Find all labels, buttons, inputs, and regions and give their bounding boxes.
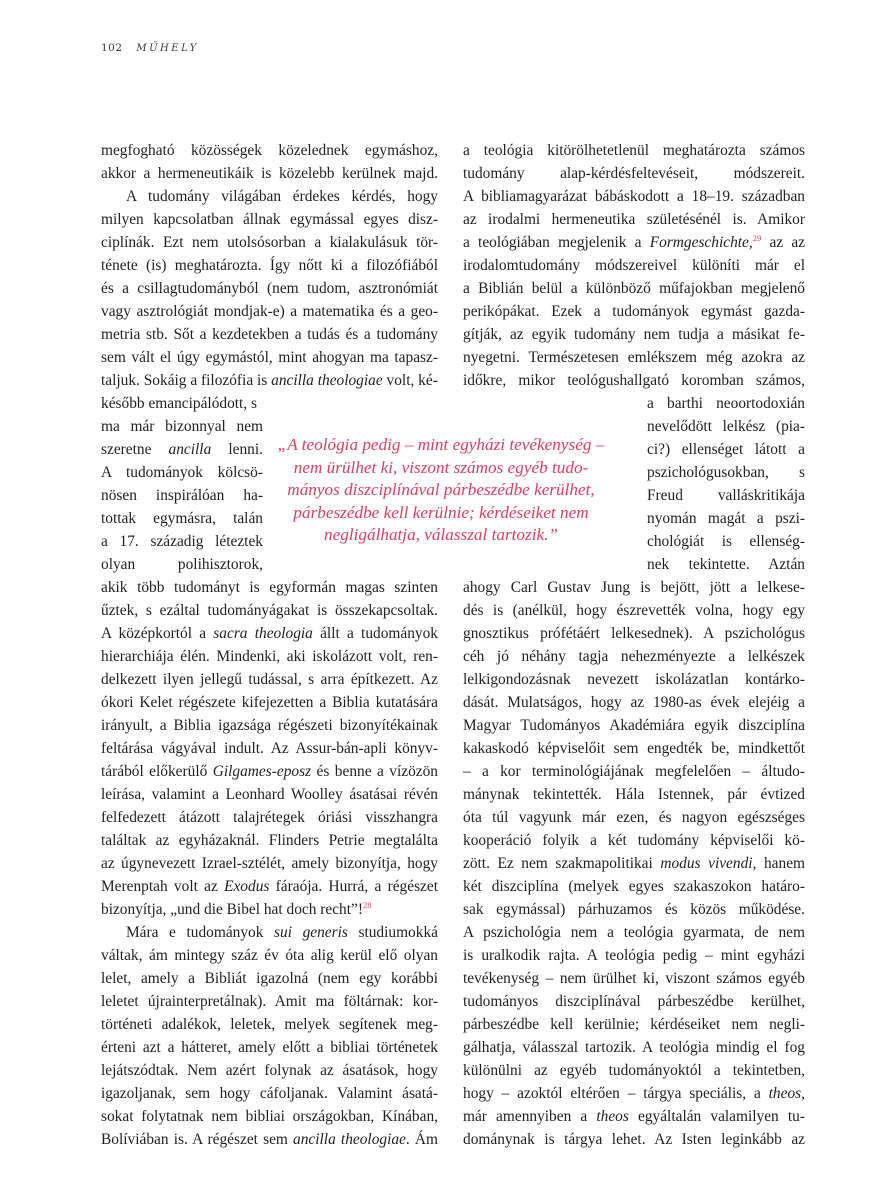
- text-line: kakaskodó képviselőit sem engedték be, mindkettőt: [463, 740, 805, 757]
- text-line: és a csillagtudományból (nem tudom, asztronómiát: [101, 280, 438, 297]
- text-line: váltak, ám mintegy száz év óta alig kerül elő olyan: [101, 947, 438, 964]
- italic-term: Gilgames-eposz: [212, 763, 312, 780]
- text-line: a barthi neoortodoxián: [647, 395, 805, 412]
- text-line: akkor a hermeneutikáik is közelebb kerülnek majd.: [101, 165, 438, 182]
- text-line: hierarchiája élén. Mindenki, aki iskolázott volt, ren-: [101, 648, 438, 665]
- text-line: gítják, az egyik tudomány nem tudja a másikat fe-: [463, 326, 805, 343]
- text-span: fáraója. Hurrá, a régészet: [269, 878, 438, 895]
- text-line: az úgynevezett Izrael-sztélét, amely bizonyítja, hogy: [101, 855, 438, 872]
- text-line: igazoljanak, sem hogy cáfoljanak. Valamint ásatá-: [101, 1085, 438, 1102]
- footnote-marker[interactable]: 28: [362, 899, 372, 910]
- text-line: ci?) ellenséget látott a: [647, 441, 805, 458]
- pull-quote-line: „A teológia pedig – mint egyházi tevékenység –: [277, 435, 605, 454]
- text-line: pszichológusokban, s: [647, 464, 805, 481]
- text-line: később emancipálódott, s: [101, 395, 258, 412]
- text-line: a Biblián belül a különböző műfajokban megjelenő: [463, 280, 805, 297]
- text-line: űztek, s ezáltal tudományágakat is összekapcsoltak.: [101, 602, 438, 619]
- text-line: tudomány alap-kérdésfeltevéseit, módszereit.: [463, 165, 805, 182]
- pull-quote-line: párbeszédbe kell kerülnie; kérdéseiket nem: [293, 502, 589, 522]
- text-span: studiumokká: [347, 924, 438, 941]
- text-line: [101, 1130, 438, 1150]
- text-span: állt a tudományok: [312, 625, 438, 642]
- text-span: hogy – azoktól eltérően – tárgya speciális, a: [463, 1085, 769, 1102]
- text-line: [101, 440, 263, 460]
- text-line: metria stb. Sőt a kezdetekben a tudás és a tudomány: [101, 326, 438, 343]
- text-line: dását. Mulatságos, hogy az 1980-as évek elejéig a: [463, 694, 805, 711]
- text-line: [463, 854, 805, 874]
- pull-quote-line: negligálhatja, válasszal tartozik.”: [324, 525, 558, 545]
- text-line: irányult, a Biblia igazsága régészeti bizonyítékainak: [101, 717, 438, 734]
- text-line: az irodalmi hermeneutika születésénél is. Amikor: [463, 211, 805, 228]
- text-span: Merenptah volt az: [101, 878, 225, 895]
- italic-term: theos,: [768, 1085, 805, 1102]
- text-span: és benne a vízözön: [311, 763, 438, 780]
- italic-term: modus vivendi,: [660, 855, 757, 872]
- text-line: kooperáció folyik a két tudomány képviselői kö-: [463, 832, 805, 849]
- italic-term: Formgeschichte,: [649, 234, 753, 251]
- text-line: tevékenység – nem ürülhet ki, viszont számos egyéb: [463, 970, 805, 987]
- italic-term: ancilla theologiae: [293, 1131, 406, 1148]
- text-line: leletet újrainterpretálnak). Amit ma föltárnak: kor-: [101, 993, 438, 1010]
- text-line: megfogható közösségek közelednek egymáshoz,: [101, 142, 438, 159]
- text-span: egyáltalán valamilyen tu-: [628, 1108, 805, 1125]
- text-line: gálhatja, válasszal tartozik. A teológia mindig el fog: [463, 1039, 805, 1056]
- text-line: lejátszódtak. Nem azért folynak az ásatások, hogy: [101, 1062, 438, 1079]
- text-line: sem vált el úgy egymástól, mint ahogyan ma tapasz-: [101, 349, 438, 366]
- text-span: lenni.: [211, 441, 263, 458]
- text-line: mánynak tekintették. Hála Istennek, pár évtized: [463, 786, 805, 803]
- text-line: olyan polihisztorok,: [101, 556, 263, 573]
- text-line: sak egymással) párhuzamos és közös működése.: [463, 901, 805, 918]
- text-line: A bibliamagyarázat bábáskodott a 18–19. században: [463, 188, 805, 205]
- italic-term: ancilla: [168, 441, 212, 458]
- text-line: a 17. századig léteztek: [101, 533, 263, 550]
- text-line: chológiát is ellenség-: [647, 533, 805, 550]
- text-line: nyomán magát a pszi-: [647, 510, 805, 527]
- text-span: volt, ké-: [382, 372, 438, 389]
- text-line: A tudományok kölcsö-: [101, 464, 263, 481]
- text-line: dománynak is tárgya lehet. Az Isten leginkább az: [463, 1131, 805, 1148]
- italic-term: theos: [596, 1108, 629, 1125]
- text-span: hanem: [756, 855, 805, 872]
- text-span: Bolíviában is. A régészet sem: [101, 1131, 294, 1148]
- italic-term: Exodus: [224, 878, 270, 895]
- text-line: ténete (is) meghatározta. Így nőtt ki a filozófiából: [101, 257, 438, 274]
- text-line: Magyar Tudományos Akadémiára egyik diszciplína: [463, 717, 805, 734]
- text-line: [126, 923, 438, 943]
- text-line: óta túl vagyunk már ezen, és nagyon egészséges: [463, 809, 805, 826]
- text-line: [463, 1084, 805, 1104]
- italic-term: ancilla theologiae: [271, 372, 383, 389]
- pull-quote: [255, 434, 627, 547]
- text-line: akik több tudományt is egyformán magas szinten: [101, 579, 438, 596]
- text-line: céh jó néhány tagja nehezményezte a lelkészek: [463, 648, 805, 665]
- text-line: gnosztikus prófétáért lelkesednek). A pszichológus: [463, 625, 805, 642]
- text-line: perikópákat. Ezek a tudományok egymást gazda-: [463, 303, 805, 320]
- text-line: a teológia kitörölhetetlenül meghatározta számos: [463, 142, 805, 159]
- text-span: Mára e tudományok: [126, 924, 275, 941]
- text-line: találtak az egyházaknál. Flinders Petrie megtalálta: [101, 832, 438, 849]
- text-line: [101, 624, 438, 644]
- text-span: szeretne: [101, 441, 169, 458]
- text-line: – a kor terminológiájának megfelelően – áltudo-: [463, 763, 805, 780]
- text-line: vagy asztrológiát mondjak-e) a matematika és a geo-: [101, 303, 438, 320]
- text-span: a teológiában megjelenik a: [463, 234, 650, 251]
- text-line: sokat folytatnak nem bibliai országokban, Kínában,: [101, 1108, 438, 1125]
- text-span: A középkortól a: [101, 625, 214, 642]
- text-line: [101, 877, 438, 897]
- text-line: párbeszédbe kell kerülnie; kérdéseiket nem negli-: [463, 1016, 805, 1033]
- text-line: [463, 1107, 805, 1127]
- text-line: két diszciplína (melyek egyes szakaszokon határo-: [463, 878, 805, 895]
- text-line: lelet, amely a Bibliát igazolná (nem egy korábbi: [101, 970, 438, 987]
- text-line: is uralkodik rajta. A teológia pedig – mint egyházi: [463, 947, 805, 964]
- text-line: nevelődött lelkész (pia-: [647, 418, 805, 435]
- text-span: taljuk. Sokáig a filozófia is: [101, 372, 272, 389]
- text-span: már amennyiben a: [463, 1108, 597, 1125]
- text-line: történeti adalékok, leletek, melyek segítenek meg-: [101, 1016, 438, 1033]
- running-header: [101, 42, 199, 54]
- text-line: nösen inspirálóan ha-: [101, 487, 263, 504]
- pull-quote-line: mányos diszciplínával párbeszédbe kerülhet,: [287, 480, 595, 500]
- text-line: [463, 233, 805, 253]
- text-line: időkre, mikor teológushallgató koromban számos,: [463, 372, 805, 389]
- section-title: MŰHELY: [136, 43, 199, 54]
- text-line: Freud valláskritikája: [647, 487, 805, 504]
- text-span: . Ám: [405, 1131, 438, 1148]
- text-span: zött. Ez nem szakmapolitikai: [463, 855, 661, 872]
- text-line: különülni az egyéb tudományoktól a tekintetben,: [463, 1062, 805, 1079]
- text-line: leírása, valamint a Leonhard Woolley ásatásai révén: [101, 786, 438, 803]
- text-line: [101, 900, 371, 920]
- text-line: ciplínák. Ezt nem utolsósorban a kialakulásuk tör-: [101, 234, 438, 251]
- text-line: delkezett ilyen jellegű tudással, s arra építkezett. Az: [101, 671, 438, 688]
- text-line: ókori Kelet régészete kifejezetten a Biblia kutatására: [101, 694, 438, 711]
- text-line: ahogy Carl Gustav Jung is bejött, jött a lelkese-: [463, 579, 805, 596]
- text-line: tudományos diszciplínával párbeszédbe kerülhet,: [463, 993, 805, 1010]
- italic-term: sacra theologia: [213, 625, 313, 642]
- pull-quote-line: nem ürülhet ki, viszont számos egyéb tudo-: [293, 457, 589, 477]
- text-line: A pszichológia nem a teológia gyarmata, de nem: [463, 924, 805, 941]
- text-line: nek tekintette. Aztán: [647, 556, 805, 573]
- text-span: bizonyítja, „und die Bibel hat doch recht”!: [101, 901, 363, 918]
- text-span: tárából előkerülő: [101, 763, 213, 780]
- text-line: dés is (anélkül, hogy észrevették volna, hogy egy: [463, 602, 805, 619]
- text-line: ma már bizonnyal nem: [101, 418, 263, 435]
- footnote-marker[interactable]: 29: [752, 232, 762, 243]
- text-line: tottak egymásra, talán: [101, 510, 263, 527]
- italic-term: sui generis: [274, 924, 348, 941]
- text-line: felfedezett átázott talajrétegek óriási visszhangra: [101, 809, 438, 826]
- text-line: nyegetni. Természetesen emlékszem még azokra az: [463, 349, 805, 366]
- text-line: feltárása vágyával indult. Az Assur-bán-apli könyv-: [101, 740, 438, 757]
- text-span: az az: [761, 234, 805, 251]
- text-line: [101, 371, 438, 391]
- page-number: 102: [101, 42, 123, 54]
- text-line: érteni azt a hátteret, amely előtt a bibliai történetek: [101, 1039, 438, 1056]
- text-line: [101, 762, 438, 782]
- text-line: irodalomtudomány módszereivel különíti már el: [463, 257, 805, 274]
- text-line: A tudomány világában érdekes kérdés, hogy: [126, 188, 438, 205]
- text-line: milyen kapcsolatban állnak egymással egyes disz-: [101, 211, 438, 228]
- text-line: lelkigondozásnak nevezett iskolázatlan kontárko-: [463, 671, 805, 688]
